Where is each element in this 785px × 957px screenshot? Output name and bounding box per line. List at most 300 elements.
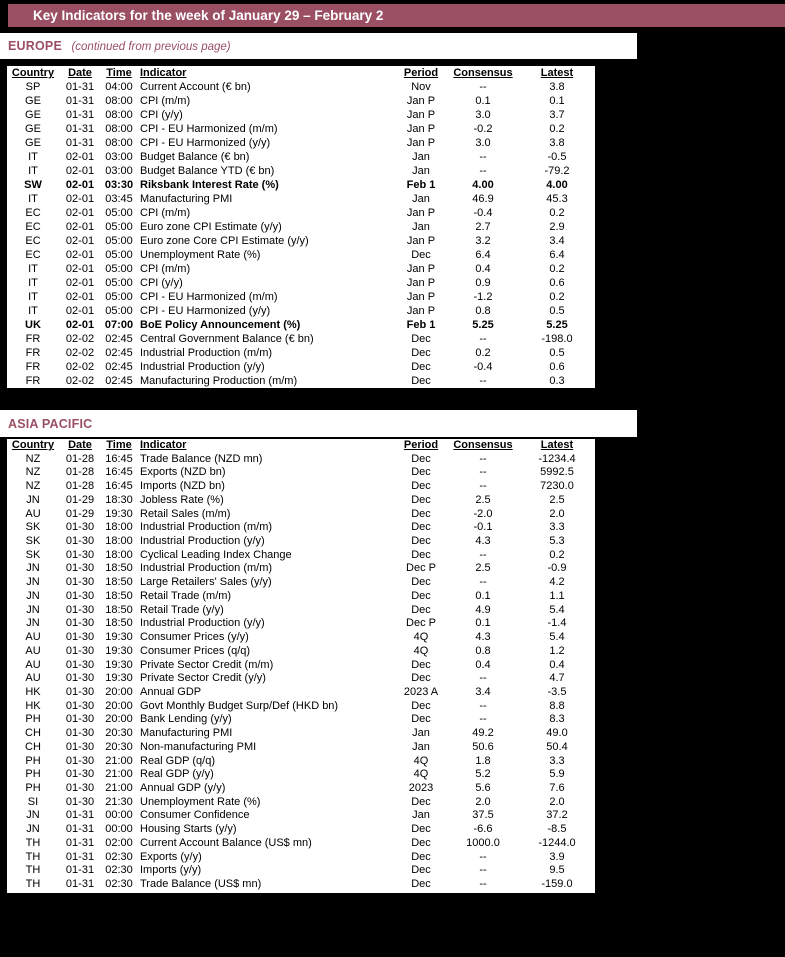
cell-time: 00:00: [105, 823, 133, 836]
cell-time: 21:00: [105, 781, 133, 794]
cell-date: 01-31: [65, 95, 95, 107]
cell-time: 20:00: [105, 685, 133, 698]
cell-date: 01-31: [65, 878, 95, 890]
cell-latest: 8.8: [549, 699, 565, 712]
cell-period: Jan: [412, 727, 430, 740]
cell-time: 20:00: [105, 713, 133, 726]
cell-consensus: --: [479, 466, 487, 479]
cell-consensus: --: [479, 576, 487, 589]
page-title: Key Indicators for the week of January 29 – February 2: [33, 8, 384, 23]
cell-country: JN: [26, 809, 40, 822]
indicators-table: [7, 66, 595, 388]
table-row: [7, 346, 595, 360]
cell-consensus: -1.2: [473, 291, 493, 303]
cell-time: 20:30: [105, 740, 133, 753]
cell-time: 02:45: [105, 361, 133, 373]
cell-date: 02-02: [65, 375, 95, 387]
cell-period: Jan: [412, 165, 430, 177]
cell-latest: 3.8: [549, 137, 565, 149]
cell-period: Jan P: [406, 123, 436, 135]
column-header-consensus: Consensus: [453, 67, 513, 79]
cell-indicator: Budget Balance (€ bn): [140, 151, 250, 163]
cell-date: 01-30: [65, 672, 95, 685]
cell-time: 05:00: [105, 305, 133, 317]
cell-time: 02:30: [105, 878, 133, 890]
cell-period: Jan P: [406, 109, 436, 121]
cell-period: Feb 1: [406, 319, 436, 331]
cell-country: UK: [25, 319, 41, 331]
cell-indicator: BoE Policy Announcement (%): [140, 319, 301, 331]
cell-latest: 45.3: [546, 193, 568, 205]
cell-indicator: Non-manufacturing PMI: [140, 740, 257, 753]
cell-country: IT: [28, 151, 38, 163]
cell-period: Jan P: [406, 277, 436, 289]
cell-time: 02:30: [105, 850, 133, 863]
table-row: [7, 332, 595, 346]
cell-time: 08:00: [105, 123, 133, 135]
cell-country: GE: [25, 109, 41, 121]
cell-country: EC: [25, 207, 41, 219]
table-row: [7, 617, 595, 631]
cell-latest: -1234.4: [538, 452, 576, 465]
cell-indicator: Real GDP (q/q): [140, 754, 215, 767]
cell-date: 02-02: [65, 333, 95, 345]
cell-period: Jan: [412, 809, 430, 822]
cell-country: PH: [25, 781, 41, 794]
cell-latest: 6.4: [549, 249, 565, 261]
cell-period: Dec: [411, 795, 431, 808]
table-row: [7, 94, 595, 108]
table-row: [7, 276, 595, 290]
column-header-period: Period: [403, 439, 439, 451]
cell-indicator: Manufacturing Production (m/m): [140, 375, 298, 387]
cell-latest: 0.5: [549, 305, 565, 317]
cell-latest: 9.5: [549, 864, 565, 877]
indicators-table: [7, 439, 595, 892]
cell-date: 01-30: [65, 589, 95, 602]
cell-period: Dec: [411, 535, 431, 548]
table-row: [7, 604, 595, 618]
cell-country: IT: [28, 291, 38, 303]
table-row: [7, 192, 595, 206]
cell-period: 4Q: [413, 631, 429, 644]
cell-latest: 3.8: [549, 81, 565, 93]
cell-date: 01-30: [65, 617, 95, 630]
cell-latest: -159.0: [541, 878, 573, 890]
cell-country: HK: [25, 685, 41, 698]
cell-indicator: Euro zone Core CPI Estimate (y/y): [140, 235, 309, 247]
cell-consensus: --: [479, 864, 487, 877]
cell-consensus: 4.9: [475, 603, 491, 616]
cell-country: NZ: [25, 466, 41, 479]
europe-indicators-table: [5, 64, 597, 390]
cell-consensus: 49.2: [472, 727, 494, 740]
table-header-row: [7, 66, 595, 80]
cell-time: 21:00: [105, 768, 133, 781]
cell-consensus: 2.7: [475, 221, 491, 233]
cell-time: 18:00: [105, 521, 133, 534]
cell-latest: 0.4: [549, 658, 565, 671]
table-row: [7, 549, 595, 563]
cell-indicator: Unemployment Rate (%): [140, 795, 261, 808]
cell-latest: -1.4: [547, 617, 567, 630]
table-row: [7, 782, 595, 796]
cell-period: Dec: [411, 713, 431, 726]
cell-country: PH: [25, 713, 41, 726]
cell-latest: 0.2: [549, 548, 565, 561]
cell-latest: 5.9: [549, 768, 565, 781]
cell-date: 02-01: [65, 207, 95, 219]
cell-indicator: Retail Trade (y/y): [140, 603, 224, 616]
cell-indicator: Imports (y/y): [140, 864, 202, 877]
cell-date: 02-01: [65, 165, 95, 177]
cell-date: 01-30: [65, 562, 95, 575]
table-row: [7, 150, 595, 164]
cell-time: 02:00: [105, 836, 133, 849]
cell-date: 01-29: [65, 507, 95, 520]
cell-country: GE: [25, 123, 41, 135]
cell-latest: 0.2: [549, 291, 565, 303]
cell-indicator: Annual GDP (y/y): [140, 781, 226, 794]
cell-date: 01-30: [65, 699, 95, 712]
table-row: [7, 494, 595, 508]
cell-latest: 0.1: [549, 95, 565, 107]
cell-latest: 0.5: [549, 347, 565, 359]
table-row: [7, 360, 595, 374]
cell-period: Dec: [411, 823, 431, 836]
column-header-time: Time: [106, 67, 132, 79]
cell-latest: 7230.0: [540, 480, 574, 493]
cell-date: 01-30: [65, 631, 95, 644]
cell-indicator: CPI (m/m): [140, 207, 191, 219]
cell-country: HK: [25, 699, 41, 712]
cell-date: 01-29: [65, 493, 95, 506]
cell-period: Dec: [411, 603, 431, 616]
cell-latest: -8.5: [547, 823, 567, 836]
cell-indicator: CPI - EU Harmonized (m/m): [140, 291, 278, 303]
table-row: [7, 206, 595, 220]
cell-latest: 0.6: [549, 277, 565, 289]
cell-country: CH: [25, 727, 41, 740]
cell-period: Dec: [411, 699, 431, 712]
cell-indicator: Industrial Production (y/y): [140, 361, 265, 373]
cell-latest: 4.00: [546, 179, 568, 191]
cell-time: 18:50: [105, 617, 133, 630]
cell-country: JN: [26, 603, 40, 616]
cell-latest: 0.2: [549, 207, 565, 219]
cell-consensus: -2.0: [473, 507, 493, 520]
cell-indicator: Annual GDP: [140, 685, 202, 698]
cell-latest: -1244.0: [538, 836, 576, 849]
cell-period: Dec: [411, 672, 431, 685]
cell-latest: 2.5: [549, 493, 565, 506]
cell-indicator: Euro zone CPI Estimate (y/y): [140, 221, 282, 233]
cell-latest: 5.4: [549, 603, 565, 616]
cell-time: 08:00: [105, 95, 133, 107]
cell-latest: 2.0: [549, 795, 565, 808]
cell-consensus: -0.2: [473, 123, 493, 135]
table-row: [7, 108, 595, 122]
column-header-indicator: Indicator: [140, 439, 187, 451]
cell-country: JN: [26, 562, 40, 575]
cell-consensus: 5.25: [472, 319, 494, 331]
cell-indicator: Real GDP (y/y): [140, 768, 214, 781]
cell-indicator: CPI - EU Harmonized (y/y): [140, 305, 271, 317]
cell-time: 05:00: [105, 235, 133, 247]
cell-country: TH: [25, 878, 41, 890]
cell-period: 4Q: [413, 768, 429, 781]
cell-date: 01-30: [65, 727, 95, 740]
cell-period: Dec: [411, 249, 431, 261]
table-row: [7, 318, 595, 332]
cell-period: Jan: [412, 193, 430, 205]
cell-indicator: Bank Lending (y/y): [140, 713, 232, 726]
cell-indicator: Riksbank Interest Rate (%): [140, 179, 279, 191]
table-row: [7, 164, 595, 178]
cell-date: 01-30: [65, 768, 95, 781]
cell-country: TH: [25, 864, 41, 877]
cell-indicator: Industrial Production (m/m): [140, 521, 273, 534]
column-header-date: Date: [68, 439, 92, 451]
cell-indicator: Manufacturing PMI: [140, 193, 233, 205]
cell-consensus: 3.0: [475, 137, 491, 149]
cell-period: Dec: [411, 878, 431, 890]
table-row: [7, 453, 595, 467]
table-row: [7, 590, 595, 604]
cell-country: AU: [25, 672, 41, 685]
table-row: [7, 809, 595, 823]
cell-period: Dec: [411, 361, 431, 373]
cell-consensus: -0.4: [473, 361, 493, 373]
page-title-bar: [8, 4, 785, 27]
section-header-asia-pacific: [0, 410, 637, 437]
cell-indicator: Industrial Production (y/y): [140, 535, 265, 548]
cell-date: 01-30: [65, 754, 95, 767]
cell-time: 04:00: [105, 81, 133, 93]
cell-time: 03:00: [105, 151, 133, 163]
cell-period: Dec: [411, 452, 431, 465]
cell-indicator: Govt Monthly Budget Surp/Def (HKD bn): [140, 699, 339, 712]
section-heading: EUROPE: [8, 39, 62, 53]
table-row: [7, 741, 595, 755]
cell-consensus: 5.6: [475, 781, 491, 794]
cell-period: Dec: [411, 333, 431, 345]
cell-date: 01-28: [65, 480, 95, 493]
cell-period: Jan P: [406, 305, 436, 317]
table-row: [7, 645, 595, 659]
table-row: [7, 304, 595, 318]
cell-period: 4Q: [413, 644, 429, 657]
table-row: [7, 248, 595, 262]
cell-time: 18:00: [105, 535, 133, 548]
cell-indicator: Imports (NZD bn): [140, 480, 225, 493]
cell-date: 02-01: [65, 291, 95, 303]
cell-consensus: 0.4: [475, 263, 491, 275]
cell-period: Jan P: [406, 207, 436, 219]
cell-date: 02-01: [65, 221, 95, 233]
cell-latest: 0.6: [549, 361, 565, 373]
table-row: [7, 576, 595, 590]
cell-latest: 49.0: [546, 727, 568, 740]
cell-latest: -198.0: [541, 333, 573, 345]
table-header: [7, 66, 595, 80]
table-row: [7, 521, 595, 535]
cell-date: 01-31: [65, 823, 95, 836]
cell-latest: 3.4: [549, 235, 565, 247]
cell-country: IT: [28, 165, 38, 177]
cell-country: IT: [28, 193, 38, 205]
cell-date: 02-01: [65, 179, 95, 191]
cell-consensus: 4.3: [475, 631, 491, 644]
cell-period: Jan P: [406, 263, 436, 275]
cell-latest: 4.2: [549, 576, 565, 589]
cell-country: TH: [25, 836, 41, 849]
cell-indicator: CPI - EU Harmonized (y/y): [140, 137, 271, 149]
table-row: [7, 823, 595, 837]
cell-indicator: Housing Starts (y/y): [140, 823, 237, 836]
table-row: [7, 659, 595, 673]
column-header-time: Time: [106, 439, 132, 451]
cell-time: 08:00: [105, 109, 133, 121]
cell-period: Dec: [411, 548, 431, 561]
cell-period: 2023: [408, 781, 434, 794]
cell-date: 01-30: [65, 685, 95, 698]
cell-latest: 3.9: [549, 850, 565, 863]
cell-country: CH: [25, 740, 41, 753]
cell-date: 02-02: [65, 347, 95, 359]
column-header-indicator: Indicator: [140, 67, 187, 79]
cell-indicator: Exports (y/y): [140, 850, 202, 863]
cell-indicator: Industrial Production (y/y): [140, 617, 265, 630]
cell-indicator: Large Retailers' Sales (y/y): [140, 576, 272, 589]
cell-time: 05:00: [105, 291, 133, 303]
cell-country: AU: [25, 631, 41, 644]
cell-time: 02:45: [105, 375, 133, 387]
cell-date: 01-30: [65, 644, 95, 657]
cell-period: Jan P: [406, 137, 436, 149]
cell-time: 20:30: [105, 727, 133, 740]
cell-latest: 3.7: [549, 109, 565, 121]
cell-consensus: 0.8: [475, 305, 491, 317]
cell-country: AU: [25, 507, 41, 520]
cell-time: 02:45: [105, 333, 133, 345]
cell-period: Jan P: [406, 95, 436, 107]
cell-consensus: 3.4: [475, 685, 491, 698]
cell-time: 18:50: [105, 576, 133, 589]
cell-date: 01-30: [65, 576, 95, 589]
table-row: [7, 713, 595, 727]
column-header-consensus: Consensus: [453, 439, 513, 451]
cell-time: 21:30: [105, 795, 133, 808]
cell-date: 01-30: [65, 521, 95, 534]
cell-country: JN: [26, 493, 40, 506]
table-row: [7, 234, 595, 248]
cell-country: GE: [25, 95, 41, 107]
cell-time: 07:00: [104, 319, 134, 331]
cell-consensus: --: [479, 878, 487, 890]
cell-indicator: Consumer Prices (y/y): [140, 631, 249, 644]
column-header-latest: Latest: [540, 67, 574, 79]
cell-consensus: 3.2: [475, 235, 491, 247]
cell-consensus: --: [479, 165, 487, 177]
column-header-period: Period: [403, 67, 439, 79]
cell-date: 02-01: [65, 193, 95, 205]
cell-latest: 0.2: [549, 123, 565, 135]
cell-consensus: --: [479, 81, 487, 93]
cell-period: Dec: [411, 347, 431, 359]
cell-time: 05:00: [105, 263, 133, 275]
table-row: [7, 768, 595, 782]
cell-date: 01-28: [65, 466, 95, 479]
cell-indicator: Consumer Confidence: [140, 809, 250, 822]
cell-time: 02:30: [105, 864, 133, 877]
cell-consensus: 4.00: [472, 179, 494, 191]
cell-indicator: Trade Balance (US$ mn): [140, 878, 262, 890]
cell-latest: -0.9: [547, 562, 567, 575]
cell-period: Jan: [412, 221, 430, 233]
cell-country: JN: [26, 589, 40, 602]
section-header-europe: [0, 33, 637, 59]
cell-country: EC: [25, 221, 41, 233]
table-row: [7, 686, 595, 700]
cell-date: 01-31: [65, 81, 95, 93]
cell-indicator: Current Account (€ bn): [140, 81, 251, 93]
cell-indicator: Industrial Production (m/m): [140, 347, 273, 359]
cell-period: 4Q: [413, 754, 429, 767]
table-body: [7, 80, 595, 388]
cell-date: 01-31: [65, 109, 95, 121]
cell-date: 01-31: [65, 123, 95, 135]
cell-consensus: --: [479, 151, 487, 163]
cell-latest: 8.3: [549, 713, 565, 726]
cell-time: 03:00: [105, 165, 133, 177]
cell-period: Dec: [411, 576, 431, 589]
cell-time: 18:50: [105, 603, 133, 616]
cell-time: 03:45: [105, 193, 133, 205]
cell-consensus: 0.1: [475, 589, 491, 602]
table-row: [7, 480, 595, 494]
table-row: [7, 672, 595, 686]
cell-latest: 0.2: [549, 263, 565, 275]
cell-period: Dec: [411, 507, 431, 520]
cell-date: 02-01: [65, 263, 95, 275]
cell-latest: 4.7: [549, 672, 565, 685]
table-row: [7, 262, 595, 276]
cell-consensus: 2.0: [475, 795, 491, 808]
cell-country: SP: [25, 81, 41, 93]
cell-consensus: 2.5: [475, 493, 491, 506]
cell-date: 01-31: [65, 850, 95, 863]
cell-latest: 2.9: [549, 221, 565, 233]
cell-country: JN: [26, 617, 40, 630]
cell-period: 2023 A: [403, 685, 439, 698]
cell-country: GE: [25, 137, 41, 149]
cell-indicator: Retail Trade (m/m): [140, 589, 232, 602]
cell-date: 01-31: [65, 137, 95, 149]
cell-consensus: 0.1: [475, 95, 491, 107]
cell-consensus: -0.1: [473, 521, 493, 534]
cell-time: 02:45: [105, 347, 133, 359]
table-row: [7, 727, 595, 741]
cell-latest: 1.1: [549, 589, 565, 602]
cell-time: 18:50: [105, 589, 133, 602]
cell-date: 01-30: [65, 535, 95, 548]
cell-latest: 5.4: [549, 631, 565, 644]
cell-indicator: Unemployment Rate (%): [140, 249, 261, 261]
cell-period: Dec: [411, 836, 431, 849]
cell-country: SK: [25, 521, 41, 534]
table-row: [7, 535, 595, 549]
